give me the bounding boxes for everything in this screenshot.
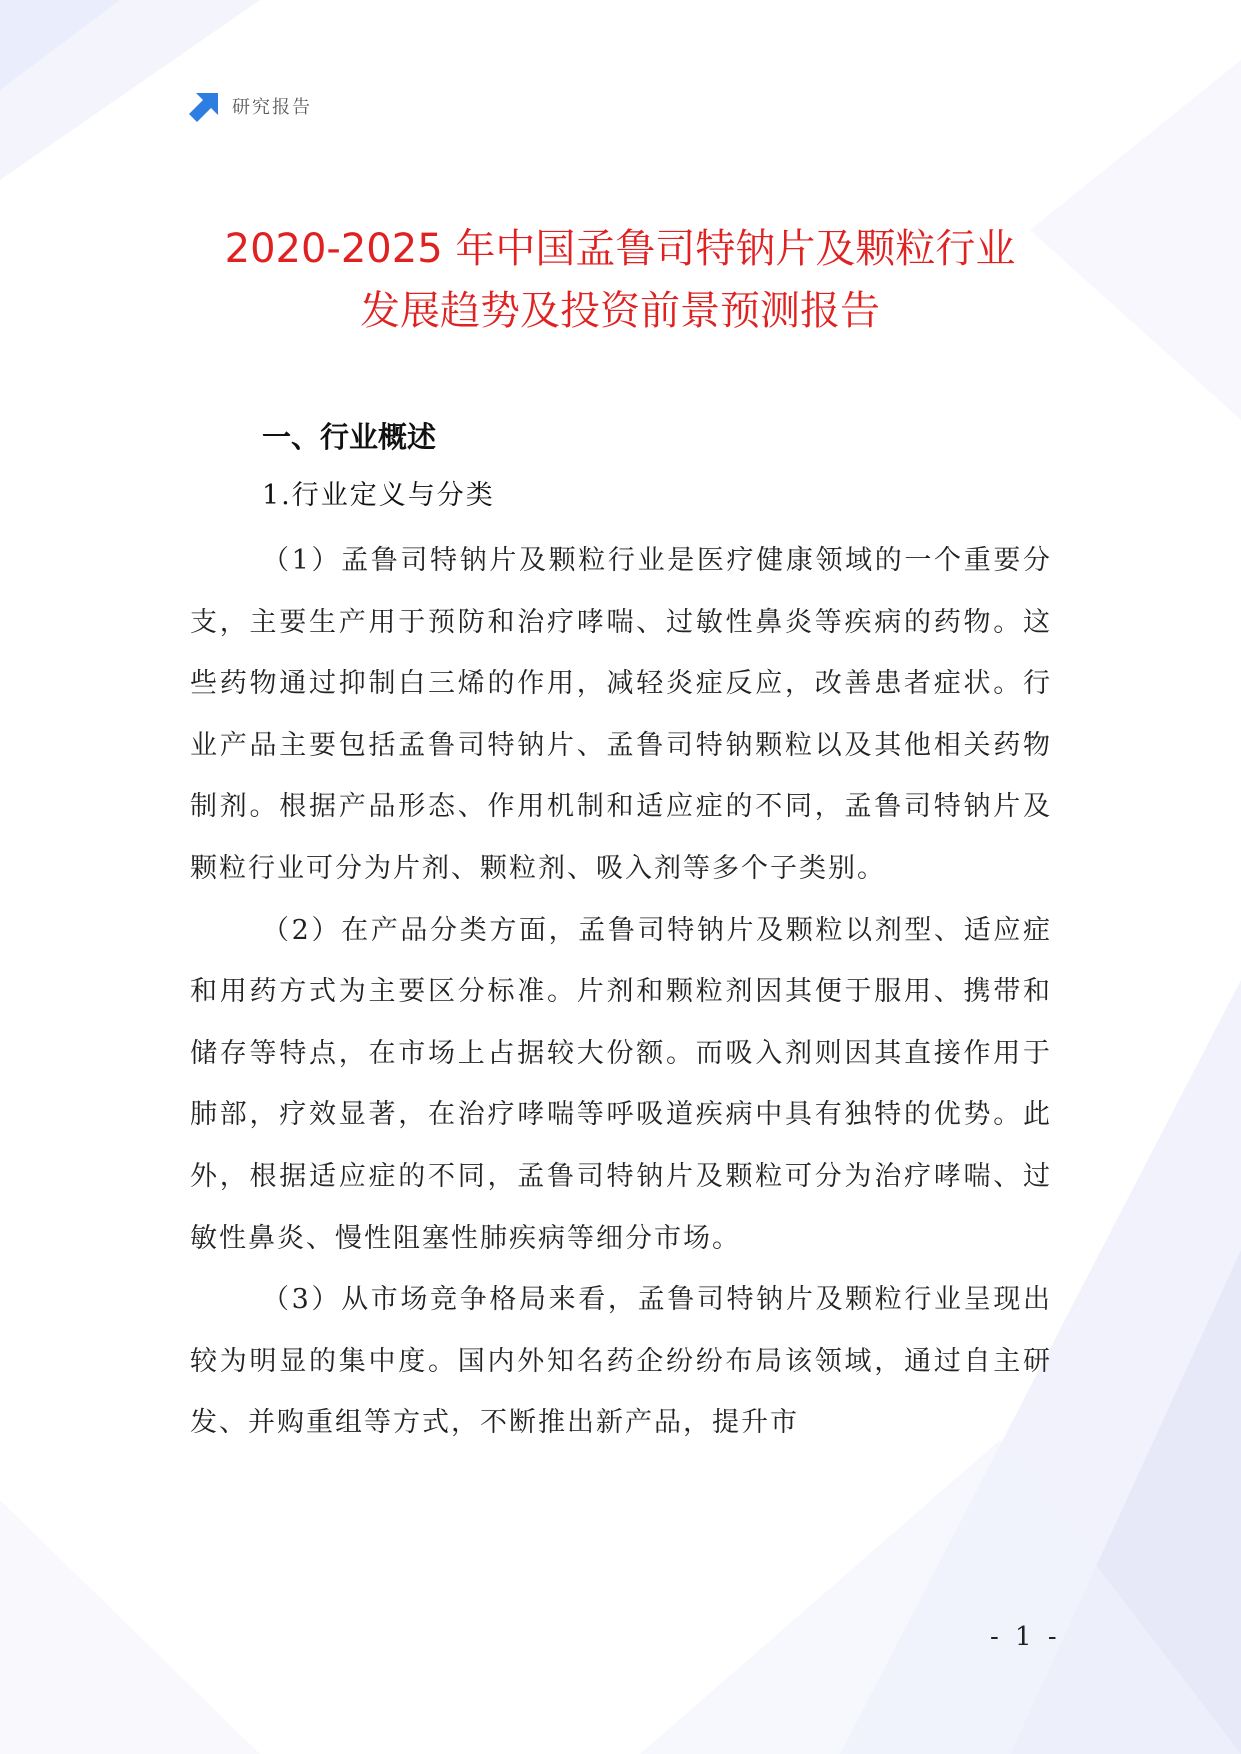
report-header (188, 88, 312, 124)
paragraph-1: （1）孟鲁司特钠片及颗粒行业是医疗健康领域的一个重要分支，主要生产用于预防和治疗哮喘、过敏性鼻炎等疾病的药物。这些药物通过抑制白三烯的作用，减轻炎症反应，改善患者症状。行业产品主要包括孟鲁司特钠片、孟鲁司特钠颗粒以及其他相关药物制剂。根据产品形态、作用机制和适应症的不同，孟鲁司特钠片及颗粒行业可分为片剂、颗粒剂、吸入剂等多个子类别。 (190, 545, 1052, 884)
title-line-2: 发展趋势及投资前景预测报告 (360, 288, 880, 334)
section-heading: 一、行业概述 (262, 420, 437, 454)
paragraph-3: （3）从市场竞争格局来看，孟鲁司特钠片及颗粒行业呈现出较为明显的集中度。国内外知名药企纷纷布局该领域，通过自主研发、并购重组等方式，不断推出新产品，提升市 (190, 1284, 1052, 1439)
page-number: - 1 - (990, 1622, 1061, 1652)
report-body (190, 410, 1052, 1454)
paragraph-2: （2）在产品分类方面，孟鲁司特钠片及颗粒以剂型、适应症和用药方式为主要区分标准。片剂和颗粒剂因其便于服用、携带和储存等特点，在市场上占据较大份额。而吸入剂则因其直接作用于肺部，疗效显著，在治疗哮喘等呼吸道疾病中具有独特的优势。此外，根据适应症的不同，孟鲁司特钠片及颗粒可分为治疗哮喘、过敏性鼻炎、慢性阻塞性肺疾病等细分市场。 (190, 914, 1052, 1254)
arrow-up-right-icon (188, 89, 222, 123)
title-line-1: 2020-2025 年中国孟鲁司特钠片及颗粒行业 (224, 226, 1016, 272)
report-title (120, 218, 1120, 342)
header-label: 研究报告 (232, 97, 312, 118)
section-subheading: 1.行业定义与分类 (262, 480, 495, 511)
